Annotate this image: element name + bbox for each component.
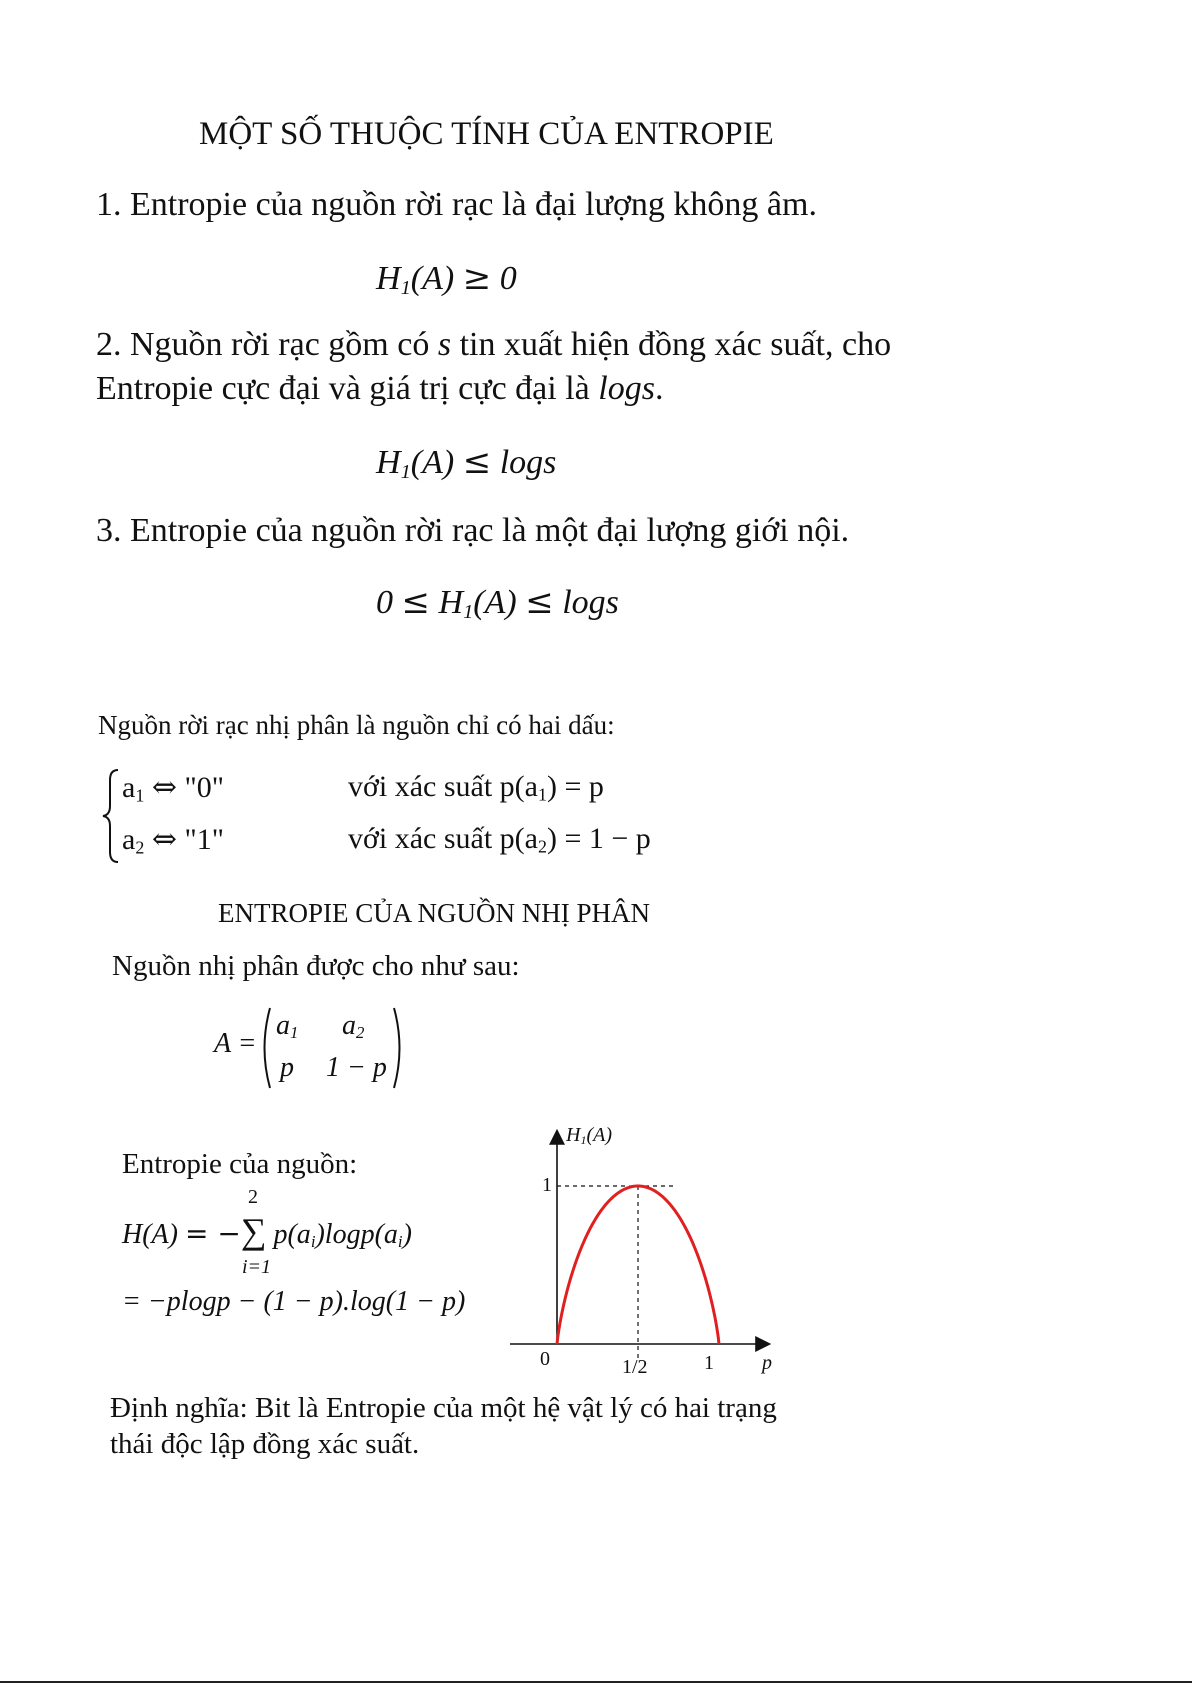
entropy-graph: [500, 1120, 790, 1380]
sum-lower-limit: i=1: [242, 1256, 272, 1278]
property-1-text: 1. Entropie của nguồn rời rạc là đại lượng không âm.: [96, 186, 817, 223]
sum-upper-limit: 2: [248, 1186, 258, 1208]
matrix-lhs: A =: [214, 1028, 257, 1059]
system-row-2-symbol: $a_2$ ⇔ "1": [122, 822, 224, 858]
matrix-r2c2: 1 − p: [326, 1052, 387, 1083]
page-bottom-rule: [0, 1681, 1192, 1683]
graph-tick-half: 1/2: [622, 1356, 648, 1378]
section-title-binary-entropy: ENTROPIE CỦA NGUỒN NHỊ PHÂN: [218, 898, 650, 928]
property-2-formula: $H_1(A) \le \log s$: [376, 442, 557, 484]
graph-tick-y-1: 1: [542, 1174, 552, 1196]
graph-tick-x-1: 1: [704, 1352, 714, 1374]
graph-x-label: p: [762, 1352, 772, 1374]
binary-intro: Nguồn rời rạc nhị phân là nguồn chỉ có hai dấu:: [98, 710, 615, 740]
definition-line-2: thái độc lập đồng xác suất.: [110, 1428, 420, 1460]
system-row-1-symbol: $a_1$ ⇔ "0": [122, 770, 224, 806]
definition-line-1: Định nghĩa: Bit là Entropie của một hệ vật lý có hai trạng: [110, 1392, 777, 1424]
entropy-curve: [557, 1186, 719, 1344]
system-brace: [100, 768, 122, 864]
page-title: MỘT SỐ THUỘC TÍNH CỦA ENTROPIE: [199, 116, 774, 152]
property-2-text-line1: 2. Nguồn rời rạc gồm có s tin xuất hiện đồng xác suất, cho: [96, 326, 892, 363]
system-row-2-desc: với xác suất $p(a_2) = 1 - p$: [348, 822, 651, 857]
matrix-r1c1: $a_1$: [276, 1010, 299, 1043]
binary-source-given: Nguồn nhị phân được cho như sau:: [112, 950, 520, 982]
matrix-r1c2: $a_2$: [342, 1010, 365, 1043]
graph-tick-origin: 0: [540, 1348, 550, 1370]
system-row-1-desc: với xác suất $p(a_1) = p$: [348, 770, 604, 805]
property-2-text-line2: Entropie cực đại và giá trị cực đại là logs.: [96, 370, 664, 407]
entropy-formula-line1: H(A) = −∑ $p(a_i)\log p(a_i)$: [122, 1211, 412, 1252]
property-3-formula: $0 \le H_1(A) \le \log s$: [376, 582, 619, 624]
entropy-label: Entropie của nguồn:: [122, 1148, 358, 1180]
entropy-formula-line2: = −plogp − (1 − p).log(1 − p): [122, 1286, 466, 1317]
property-1-formula: $H_1(A) \ge 0$: [376, 258, 517, 300]
property-3-text: 3. Entropie của nguồn rời rạc là một đại lượng giới nội.: [96, 512, 850, 549]
matrix-r2c1: p: [280, 1052, 294, 1083]
graph-y-label: $H_1(A)$: [566, 1124, 612, 1147]
